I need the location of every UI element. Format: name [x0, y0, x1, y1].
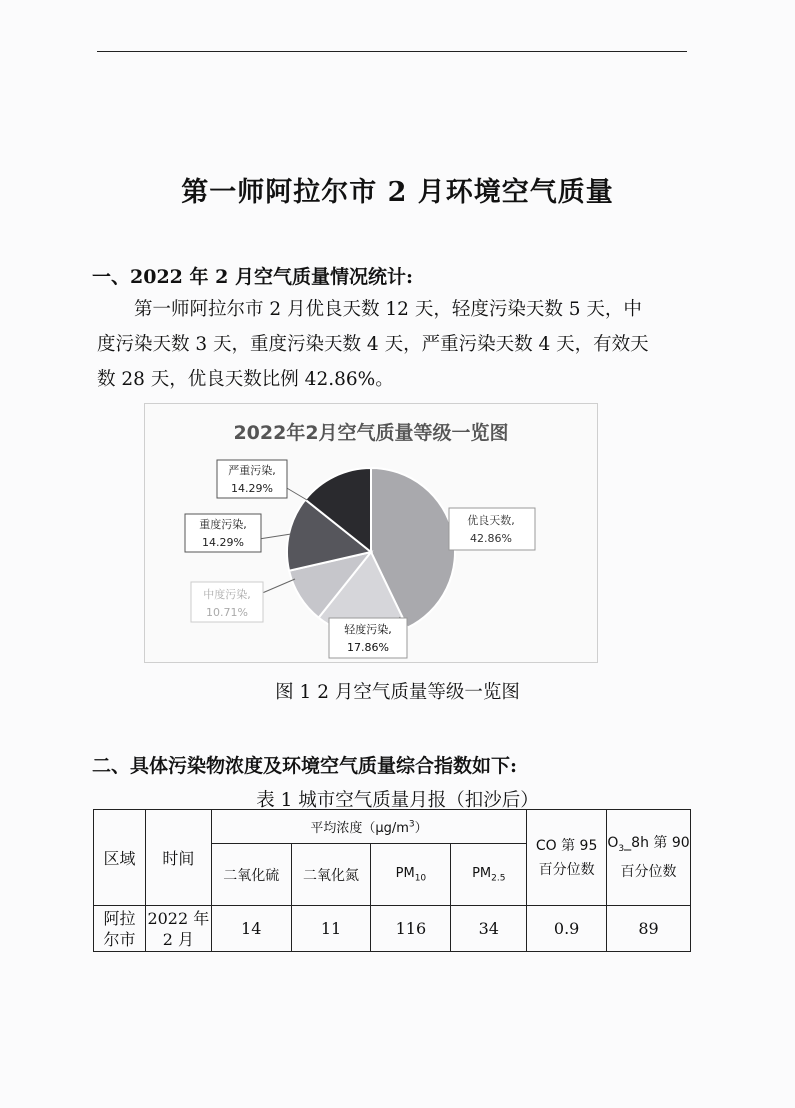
header-pm10: $PM_{10}$: [371, 844, 451, 906]
header-so2: 二氧化硫: [211, 844, 291, 906]
header-co: CO 第 95 百分位数: [527, 810, 607, 906]
table-row: [94, 906, 691, 952]
table-caption: 表 1 城市空气质量月报（扣沙后）: [256, 790, 539, 811]
label-heavy-name: 重度污染,: [199, 518, 247, 531]
pie-slices: [287, 468, 455, 636]
paragraph-line-1: 第一师阿拉尔市 2 月优良天数 12 天，轻度污染天数 5 天，中: [134, 299, 642, 320]
paragraph-line-2: 度污染天数 3 天，重度污染天数 4 天，严重污染天数 4 天，有效天: [97, 334, 649, 355]
pie-chart: [145, 404, 597, 662]
cell-pm25: 34: [451, 906, 527, 952]
cell-co: 0.9: [527, 906, 607, 952]
cell-o3: 89: [607, 906, 691, 952]
section2-heading: 二、具体污染物浓度及环境空气质量综合指数如下:: [92, 755, 518, 777]
figure-caption: 图 1 2 月空气质量等级一览图: [275, 682, 520, 703]
header-o3: $O_3\_8h$ 第 90 百分位数: [607, 810, 691, 906]
table-header-row-1: [94, 810, 691, 844]
label-severe-name: 严重污染,: [228, 464, 276, 477]
label-good-pct: 42.86%: [470, 532, 512, 545]
label-light-pct: 17.86%: [347, 641, 389, 654]
cell-pm10: 116: [371, 906, 451, 952]
cell-time: 2022 年 2 月: [145, 906, 211, 952]
label-heavy-pct: 14.29%: [202, 536, 244, 549]
label-good-name: 优良天数,: [467, 514, 515, 527]
page-title: 第一师阿拉尔市 2 月环境空气质量: [181, 177, 614, 208]
header-region: 区域: [94, 810, 146, 906]
cell-no2: 11: [291, 906, 371, 952]
cell-region: 阿拉 尔市: [94, 906, 146, 952]
section1-paragraph: [97, 292, 692, 397]
label-severe-pct: 14.29%: [231, 482, 273, 495]
air-quality-table: [93, 809, 691, 952]
paragraph-line-3: 数 28 天，优良天数比例 42.86%。: [97, 369, 394, 390]
header-time: 时间: [145, 810, 211, 906]
cell-so2: 14: [211, 906, 291, 952]
section1-heading: 一、2022 年 2 月空气质量情况统计:: [92, 266, 413, 288]
pie-chart-figure: [144, 403, 598, 663]
header-no2: 二氧化氮: [291, 844, 371, 906]
chart-title: 2022年2月空气质量等级一览图: [233, 422, 509, 444]
label-light-name: 轻度污染,: [344, 623, 392, 636]
header-rule: [97, 51, 687, 52]
header-avg-concentration: 平均浓度$(\mu g/m^3)$: [211, 810, 526, 844]
header-pm25: $PM_{2.5}$: [451, 844, 527, 906]
label-moderate-pct: 10.71%: [206, 606, 248, 619]
label-moderate-name: 中度污染,: [203, 588, 251, 601]
